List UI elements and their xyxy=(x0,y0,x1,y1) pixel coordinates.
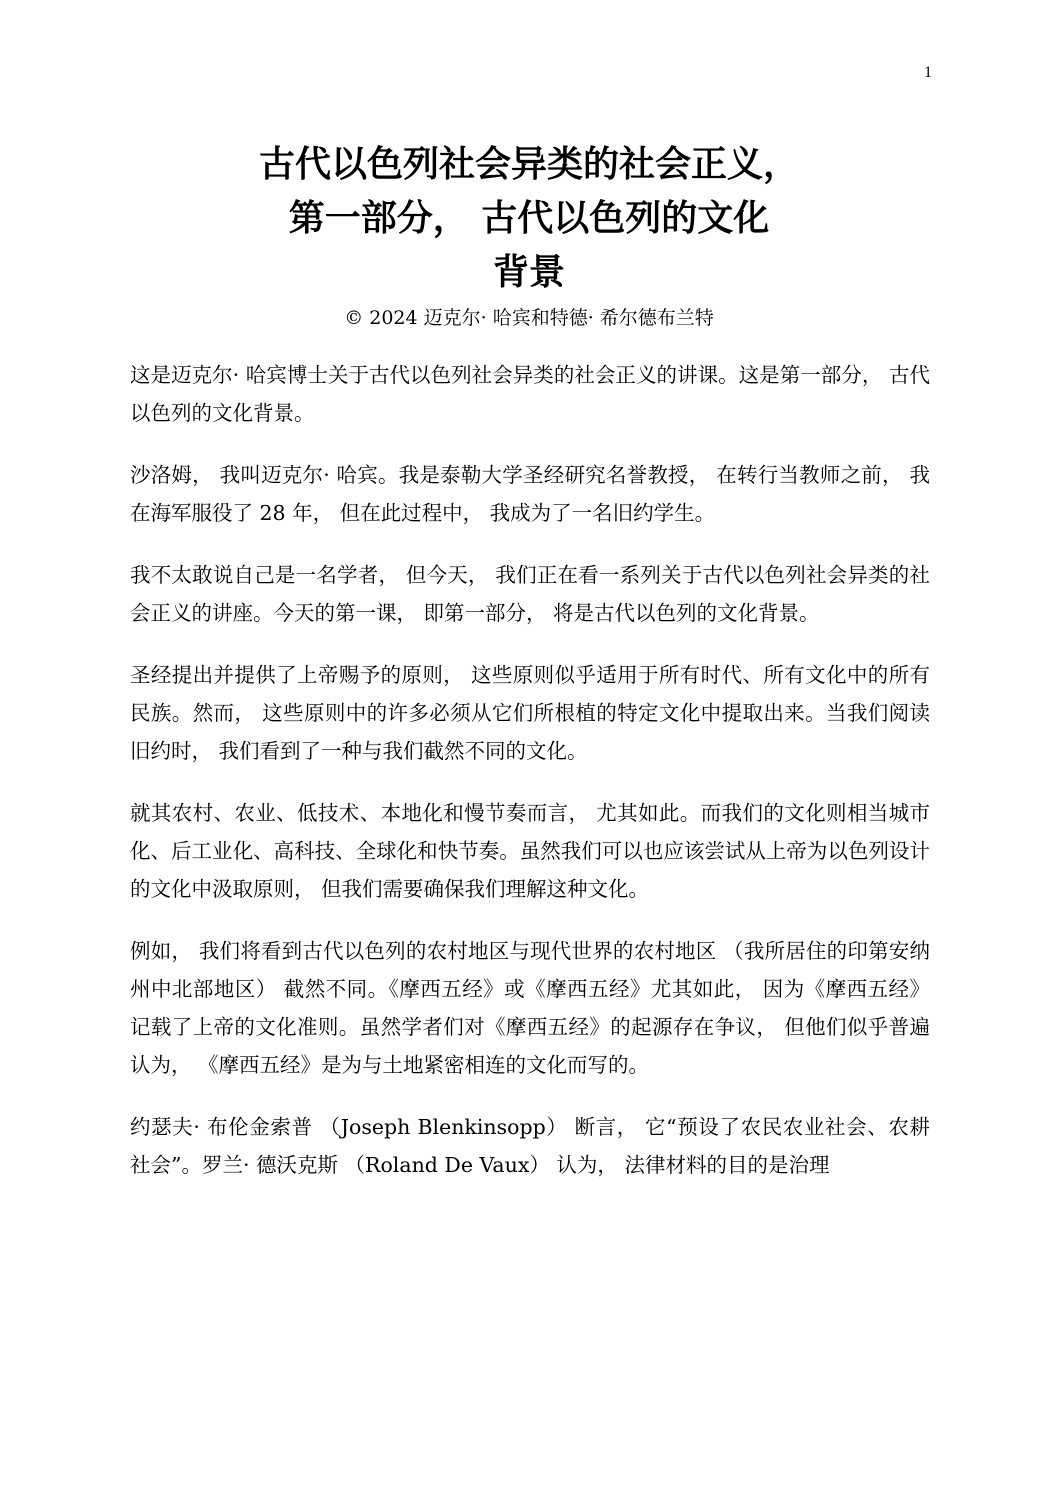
paragraph-1: 这是迈克尔· 哈宾博士关于古代以色列社会异类的社会正义的讲课。这是第一部分， 古代以色列的文化背景。 xyxy=(130,363,930,425)
paragraph-2: 沙洛姆， 我叫迈克尔· 哈宾。我是泰勒大学圣经研究名誉教授， 在转行当教师之前， 我在海军服役了 28 年， 但在此过程中， 我成为了一名旧约学生。 xyxy=(130,463,930,525)
paragraph-6: 例如， 我们将看到古代以色列的农村地区与现代世界的农村地区 （我所居住的印第安纳州中北部地区） 截然不同。《摩西五经》或《摩西五经》尤其如此， 因为《摩西五经》记载了上帝的文化准则。虽然学者们对《摩西五经》的起源存在争议， 但他们似乎普遍认为， 《摩西五经》是为与土地紧密相连的文化而写的。 xyxy=(130,939,930,1077)
title-line-2: 第一部分， 古代以色列的文化 xyxy=(288,198,770,239)
paragraph-4: 圣经提出并提供了上帝赐予的原则， 这些原则似乎适用于所有时代、所有文化中的所有民族。然而， 这些原则中的许多必须从它们所根植的特定文化中提取出来。当我们阅读旧约时， 我们看到了一种与我们截然不同的文化。 xyxy=(130,663,930,763)
paragraph-7: 约瑟夫· 布伦金索普 （Joseph Blenkinsopp） 断言， 它“预设了农民农业社会、农耕社会”。罗兰· 德沃克斯 （Roland De Vaux） 认为， 法律材料的目的是治理 xyxy=(130,1115,930,1177)
title-block xyxy=(0,138,1058,332)
title-line-3: 背景 xyxy=(492,252,565,293)
page-number: 1 xyxy=(924,64,932,81)
paragraph-5: 就其农村、农业、低技术、本地化和慢节奏而言， 尤其如此。而我们的文化则相当城市化、后工业化、高科技、全球化和快节奏。虽然我们可以也应该尝试从上帝为以色列设计的文化中汲取原则， 但我们需要确保我们理解这种文化。 xyxy=(130,801,930,901)
body-text xyxy=(130,356,930,1208)
title-line-1: 古代以色列社会异类的社会正义， xyxy=(258,144,799,185)
paragraph-3: 我不太敢说自己是一名学者， 但今天， 我们正在看一系列关于古代以色列社会异类的社会正义的讲座。今天的第一课， 即第一部分， 将是古代以色列的文化背景。 xyxy=(130,563,930,625)
copyright-line: © 2024 迈克尔· 哈宾和特德· 希尔德布兰特 xyxy=(344,307,714,329)
